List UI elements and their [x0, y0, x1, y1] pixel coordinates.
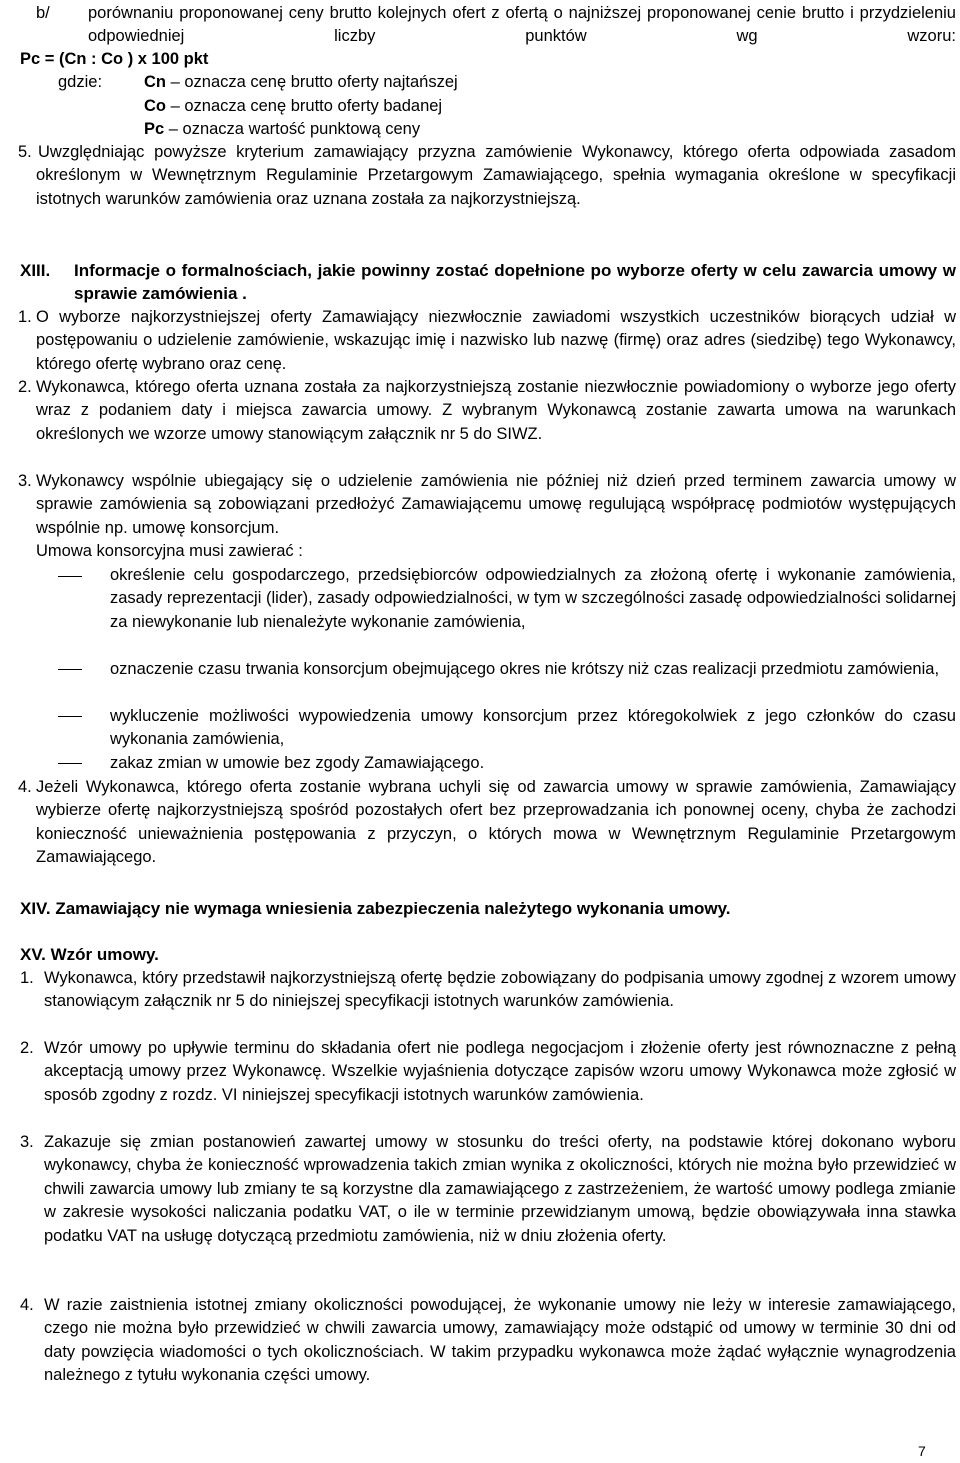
section-xiv-heading: XIV. Zamawiający nie wymaga wniesienia zabezpieczenia należytego wykonania umowy.	[20, 899, 731, 918]
consortium-point-2: oznaczenie czasu trwania konsorcjum obejmującego okres nie krótszy niż czas realizacji przedmiotu zamówienia,	[110, 660, 940, 678]
definition-co: Co – oznacza cenę brutto oferty badanej	[144, 97, 443, 115]
xiii-item-3-text: Wykonawcy wspólnie ubiegający się o udzielenie zamówienia nie później niż dzień przed terminem zawarcia umowy w sprawie zamówienia są zobowiązani przedłożyć Zamawiającemu umowę regulującą współpracę podmiotów występujących wspólnie np. umowę konsorcjum.	[36, 472, 956, 537]
xv-item-1-number: 1.	[20, 969, 34, 987]
item-b-text: porównaniu proponowanej ceny brutto kolejnych ofert z ofertą o najniższej proponowanej cenie brutto i przydzieleniu odpowiedniej liczby punktów wg wzoru:	[88, 4, 956, 46]
where-label: gdzie:	[58, 73, 103, 91]
xv-item-3-text: Zakazuje się zmian postanowień zawartej umowy w stosunku do treści oferty, na podstawie której dokonano wyboru wykonawcy, chyba że konieczność wprowadzenia takich zmian wynika z okoliczności, których nie można było przewidzieć w chwili zawarcia umowy lub zmiany te są korzystne dla zamawiającego z zastrzeżeniem, że wartość umowy podlega zmianie w zakresie wysokości naliczania podatku VAT, o ile w terminie przewidzianym umową, będzie obowiązywała inna stawka podatku VAT na usługę dotyczącą przedmiotu zamówienia, niż w dniu złożenia oferty.	[44, 1133, 956, 1245]
section-xv-heading: XV. Wzór umowy.	[20, 945, 159, 964]
xv-item-1-text: Wykonawca, który przedstawił najkorzystniejszą ofertę będzie zobowiązany do podpisania umowy zgodnej z wzorem umowy stanowiącym załącznik nr 5 do niniejszej specyfikacji istotnych warunków zamówienia.	[44, 969, 956, 1011]
xv-item-2-text: Wzór umowy po upływie terminu do składania ofert nie podlega negocjacjom i złożenie oferty jest równoznaczne z pełną akceptacją umowy przez Wykonawcę. Wszelkie wyjaśnienia dotyczące zapisów wzoru umowy Wykonawca może zgłosić w sposób zgodny z rozdz. VI niniejszej specyfikacji istotnych warunków zamówienia.	[44, 1039, 956, 1104]
consortium-intro: Umowa konsorcyjna musi zawierać :	[36, 542, 303, 560]
dash-bullet	[58, 763, 82, 764]
xv-item-2-number: 2.	[20, 1039, 34, 1057]
xiii-item-2-number: 2.	[18, 378, 32, 396]
price-formula: Pc = (Cn : Co ) x 100 pkt	[20, 50, 209, 68]
consortium-point-3: wykluczenie możliwości wypowiedzenia umowy konsorcjum przez któregokolwiek z jego członków do czasu wykonania zamówienia,	[110, 707, 956, 749]
consortium-point-1: określenie celu gospodarczego, przedsiębiorców odpowiedzialnych za złożoną ofertę i wykonanie zamówienia, zasady reprezentacji (lider), zasady odpowiedzialności, w tym w szczególności zasadę odpowiedzialności solidarnej za niewykonanie lub nienależyte wykonanie zamówienia,	[110, 566, 956, 631]
consortium-point-4: zakaz zmian w umowie bez zgody Zamawiającego.	[110, 754, 485, 772]
xiii-item-3-number: 3.	[18, 472, 32, 490]
dash-bullet	[58, 576, 82, 577]
section-xiii-number: XIII.	[20, 261, 51, 280]
xv-item-4-number: 4.	[20, 1296, 34, 1314]
xv-item-4-text: W razie zaistnienia istotnej zmiany okoliczności powodującej, że wykonanie umowy nie leży w interesie zamawiającego, czego nie można było przewidzieć w chwili zawarcia umowy, zamawiający może odstąpić od umowy w terminie 30 dni od daty powzięcia wiadomości o tych okolicznościach. W takim przypadku wykonawca może żądać wyłącznie wynagrodzenia należnego z tytułu wykonania części umowy.	[44, 1296, 956, 1385]
page-number: 7	[918, 1443, 926, 1459]
xiii-item-4-text: Jeżeli Wykonawca, którego oferta zostanie wybrana uchyli się od zawarcia umowy w sprawie zamówienia, Zamawiający wybierze ofertę najkorzystniejszą spośród pozostałych ofert bez przeprowadzania ich ponownej oceny, chyba że zachodzi konieczność unieważnienia postępowania z przyczyn, o których mowa w Wewnętrznym Regulaminie Przetargowym Zamawiającego.	[36, 778, 956, 867]
xiii-item-1-number: 1.	[18, 308, 32, 326]
item-b-label: b/	[36, 4, 50, 22]
dash-bullet	[58, 716, 82, 717]
definition-pc: Pc – oznacza wartość punktową ceny	[144, 120, 421, 138]
dash-bullet	[58, 669, 82, 670]
item-5-text: Uwzględniając powyższe kryterium zamawiający przyzna zamówienie Wykonawcy, którego oferta odpowiada zasadom określonym w Wewnętrznym Regulaminie Przetargowym Zamawiającego, spełnia wymagania określone w specyfikacji istotnych warunków zamówienia oraz uznana została za najkorzystniejszą.	[36, 143, 956, 208]
xiii-item-2-text: Wykonawca, którego oferta uznana została za najkorzystniejszą zostanie niezwłocznie powiadomiony o wyborze jego oferty wraz z podaniem daty i miejsca zawarcia umowy. Z wybranym Wykonawcą zostanie zawarta umowa na warunkach określonych we wzorze umowy stanowiącym załącznik nr 5 do SIWZ.	[36, 378, 956, 443]
xiii-item-4-number: 4.	[18, 778, 32, 796]
definition-cn: Cn – oznacza cenę brutto oferty najtańszej	[144, 73, 458, 91]
xiii-item-1-text: O wyborze najkorzystniejszej oferty Zamawiający niezwłocznie zawiadomi wszystkich uczestników biorących udział w postępowaniu o udzielenie zamówienie, wskazując imię i nazwisko lub nazwę (firmę) oraz adres (siedzibę) tego Wykonawcy, którego ofertę wybrano oraz cenę.	[36, 308, 956, 373]
section-xiii-title: Informacje o formalnościach, jakie powinny zostać dopełnione po wyborze oferty w celu zawarcia umowy w sprawie zamówienia .	[74, 261, 956, 304]
item-5-number: 5.	[18, 143, 32, 161]
xv-item-3-number: 3.	[20, 1133, 34, 1151]
